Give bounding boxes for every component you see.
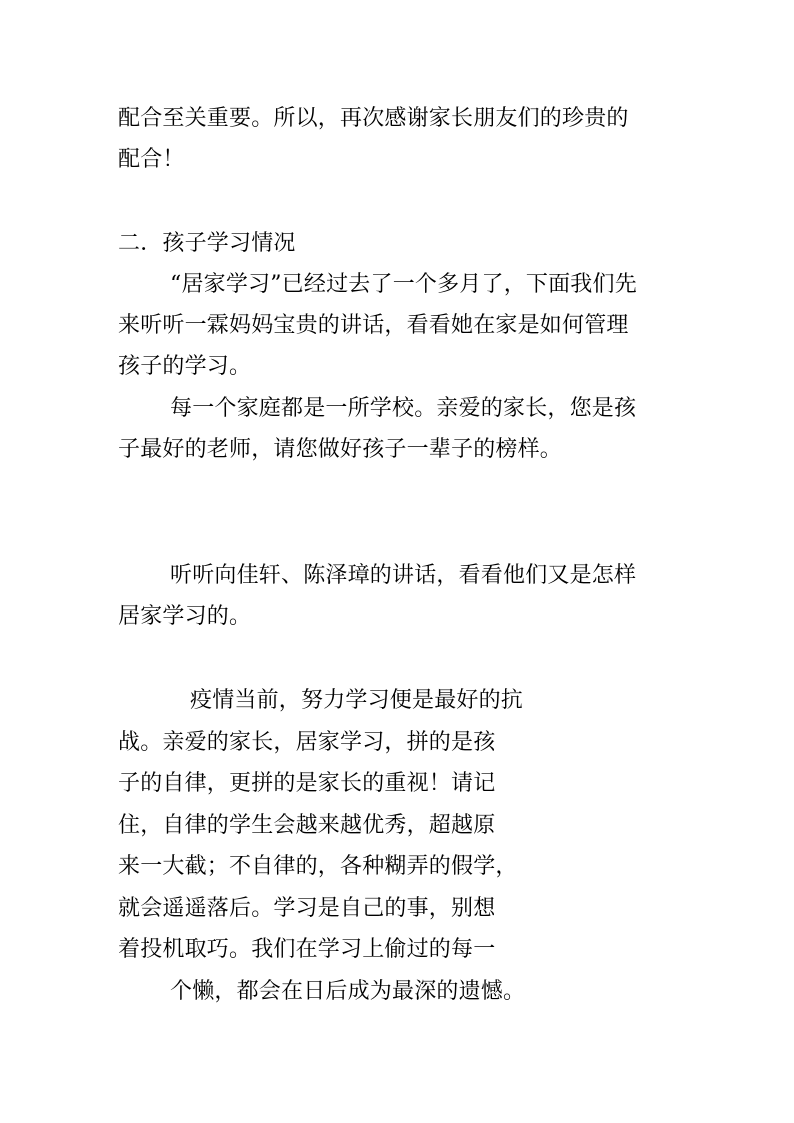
paragraph-3-line-2: 居家学习的。 bbox=[118, 604, 252, 629]
paragraph-1-line-2: 来听听一霖妈妈宝贵的讲话，看看她在家是如何管理 bbox=[118, 313, 629, 338]
paragraph-4-line-7: 着投机取巧。我们在学习上偷过的每一 bbox=[118, 937, 496, 962]
paragraph-4-line-4: 住，自律的学生会越来越优秀，超越原 bbox=[118, 813, 496, 838]
paragraph-2-line-1: 每一个家庭都是一所学校。亲爱的家长，您是孩 bbox=[170, 396, 637, 421]
paragraph-1-line-1: “居家学习”已经过去了一个多月了，下面我们先 bbox=[170, 272, 637, 297]
intro-line-1: 配合至关重要。所以，再次感谢家长朋友们的珍贵的 bbox=[118, 106, 629, 131]
intro-line-2: 配合！ bbox=[118, 147, 185, 172]
paragraph-4-line-5: 来一大截；不自律的，各种糊弄的假学， bbox=[118, 854, 518, 879]
paragraph-4-line-1: 疫情当前，努力学习便是最好的抗 bbox=[190, 688, 524, 713]
paragraph-4-line-8: 个懒，都会在日后成为最深的遗憾。 bbox=[170, 979, 526, 1004]
paragraph-2-line-2: 子最好的老师，请您做好孩子一辈子的榜样。 bbox=[118, 437, 563, 462]
section-heading: 二．孩子学习情况 bbox=[118, 231, 296, 256]
paragraph-3-line-1: 听听向佳轩、陈泽璋的讲话，看看他们又是怎样 bbox=[170, 563, 637, 588]
paragraph-4-line-2: 战。亲爱的家长，居家学习，拼的是孩 bbox=[118, 730, 496, 755]
paragraph-1-line-3: 孩子的学习。 bbox=[118, 354, 252, 379]
paragraph-4-line-3: 子的自律，更拼的是家长的重视！请记 bbox=[118, 771, 496, 796]
paragraph-4-line-6: 就会遥遥落后。学习是自己的事，别想 bbox=[118, 896, 496, 921]
